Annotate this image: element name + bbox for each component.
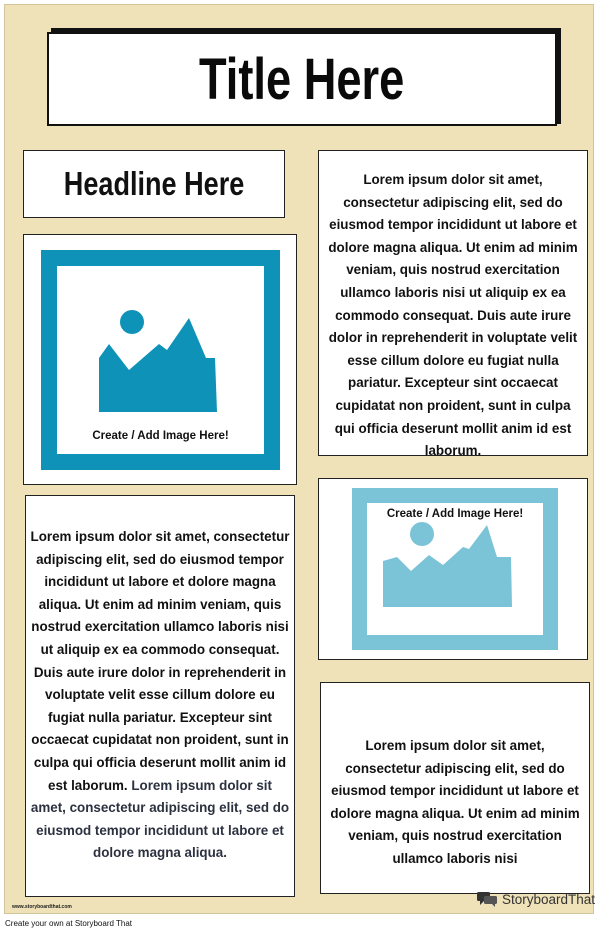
headline-box[interactable] [23,150,285,218]
footer-create-text[interactable]: Create your own at Storyboard That [5,919,133,928]
text-block-1[interactable] [318,150,588,459]
image-frame-1 [41,250,280,470]
headline: Headline Here [63,165,245,202]
poster [4,4,594,914]
image-placeholder-icon [367,503,543,635]
image-panel-1[interactable] [23,234,297,485]
speech-bubbles-icon [476,891,498,907]
text-block-2[interactable] [25,495,295,897]
brand-logo[interactable] [476,891,595,907]
image-panel-2[interactable] [318,478,588,660]
text-block-2-content: Lorem ipsum dolor sit amet, consectetur adipiscing elit, sed do eiusmod tempor incididunt ut labore et dolore magna aliqua. Ut enim ad minim veniam, quis nostrud exercitation ullamco laboris nisi ut aliquip ex ea commodo consequat. Duis aute irure dolor in reprehenderit in voluptate velit esse cillum dolore eu fugiat nulla pariatur. Excepteur sint occaecat cupidatat non proident, sunt in culpa qui officia deserunt mollit anim id est laborum. [30,529,290,793]
image-1-caption: Create / Add Image Here! [92,430,229,442]
image-frame-2 [352,488,558,650]
text-block-3-content: Lorem ipsum dolor sit amet, consectetur adipiscing elit, sed do eiusmod tempor incididunt ut labore et dolore magna aliqua. Ut enim ad minim veniam, quis nostrud exercitation ullamco laboris nisi [330,738,580,866]
title-box[interactable] [47,32,557,126]
text-block-3[interactable] [320,682,590,894]
poster-title: Title Here [199,46,405,112]
brand-name: StoryboardThat [502,891,596,907]
image-2-caption: Create / Add Image Here! [386,508,524,520]
footer-url[interactable]: www.storyboardthat.com [12,904,72,910]
text-block-1-content: Lorem ipsum dolor sit amet, consectetur adipiscing elit, sed do eiusmod tempor incididunt ut labore et dolore magna aliqua. Ut enim ad minim veniam, quis nostrud exercitation ullamco laboris nisi ut aliquip ex ea commodo consequat. Duis aute irure dolor in reprehenderit in voluptate velit esse cillum dolore eu fugiat nulla pariatur. Excepteur sint occaecat cupidatat non proident, sunt in culpa qui officia deserunt mollit anim id est laborum. [328,172,578,459]
image-placeholder-icon [57,266,264,454]
text-block-2-extra: Lorem ipsum dolor sit amet, consectetur adipiscing elit, sed do eiusmod tempor incididunt ut labore et dolore magna aliqua. [30,777,290,861]
